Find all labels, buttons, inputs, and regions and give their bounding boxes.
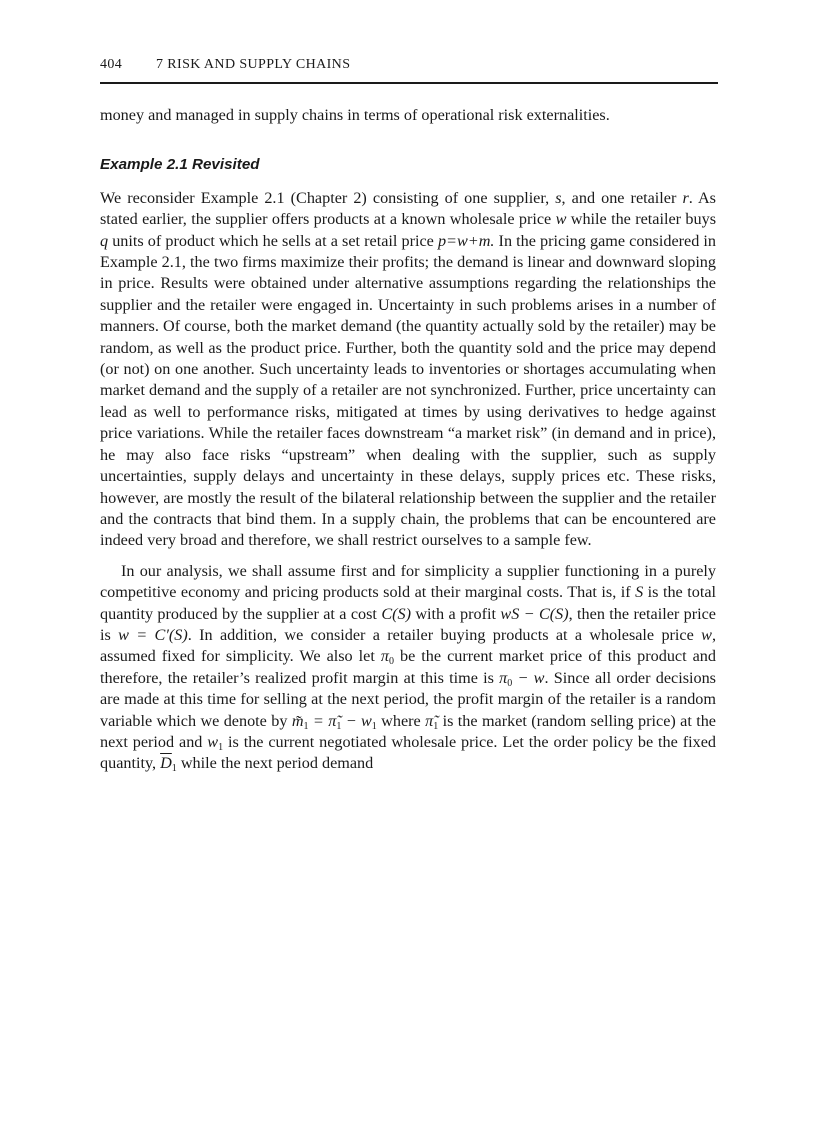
text-run: , assumed fixed for simplicity. We also let [100,625,716,666]
text-run: where [376,711,426,730]
text-run: while the next period demand [176,754,374,773]
section-heading: Example 2.1 Revisited [100,156,260,174]
variable-s: s [555,188,562,207]
subscript: 1 [371,720,377,732]
text-run: is the total quantity produced by the supplier at a cost [100,583,716,623]
expression-minus-w: − w [512,668,545,687]
running-title: 7 RISK AND SUPPLY CHAINS [156,57,351,72]
text-run: is the current negotiated wholesale price. Let the order policy be the fixed quantity, [100,732,716,773]
text-run: . As stated earlier, the supplier offers products at a known wholesale price [100,188,716,229]
expression-minus-w: − w [341,711,372,730]
expression-cost: C(S) [381,604,411,623]
page-body [100,105,716,775]
equation-marginal-price: w = C′(S) [118,625,188,644]
equation-retail-price: p=w+m. [437,231,495,250]
subscript: 1 [171,763,177,775]
text-run: be the current market price of this product and therefore, the retailer’s realized profit margin at this time is [100,647,716,687]
text-run: We reconsider Example 2.1 (Chapter 2) consisting of one supplier, [100,188,556,207]
subscript: 0 [507,677,513,689]
variable-m-tilde: m̃ [291,711,304,730]
variable-r: r [682,188,689,207]
page-number: 404 [100,57,123,72]
expression-pi-tilde: = π̃ [308,711,337,730]
text-run: , and one retailer [561,188,683,207]
paragraph-example-revisited [100,188,716,552]
variable-pi-tilde: π̃ [425,711,434,730]
variable-pi: π [380,647,389,666]
variable-w: w [555,210,567,229]
header-rule [100,82,718,84]
running-header [100,57,718,73]
variable-w: w [701,625,712,644]
subscript: 1 [336,720,342,732]
variable-D-bar: $\overline{D}$ [160,754,172,773]
text-run: , then the retailer price is [100,604,716,644]
variable-q: q [100,231,109,250]
variable-pi: π [499,668,508,687]
text-run: . Since all order decisions are made at this time for selling at the next period, the profit margin of the retailer is a random variable which we denote by [100,668,716,730]
text-run: with a profit [410,604,501,623]
variable-S: S [635,583,644,602]
text-run: is the market (random selling price) at the next period and [100,711,716,751]
text-run: In our analysis, we shall assume first and for simplicity a supplier functioning in a purely competitive economy and pricing products sold at their marginal costs. That is, if [100,561,716,602]
text-run: while the retailer buys [566,210,716,229]
subscript: 1 [218,741,224,753]
subscript: 1 [433,720,439,732]
paragraph-analysis [100,561,716,775]
variable-w: w [207,732,219,751]
text-run: In the pricing game considered in Example 2.1, the two firms maximize their profits; the demand is linear and downward sloping in price. Results were obtained under alternative assumptions regarding the relationships the supplier and the retailer were engaged in. Uncertainty in such problems arises in a number of manners. Of course, both the market demand (the quantity actually sold by the retailer) may be random, as well as the product price. Further, both the quantity sold and the price may depend (or not) on one another. Such uncertainty leads to inventories or shortages accumulating when market demand and the supply of a retailer are not synchronized. Further, price uncertainty can lead as well to performance risks, mitigated at times by using derivatives to hedge against price variations. While the retailer faces downstream “a market risk” (in demand and in price), he may also face risks “upstream” when dealing with the supplier, such as supply uncertainties, supply delays and uncertainty in these delays, supply prices etc. These risks, however, are mostly the result of the bilateral relationship between the supplier and the retailer and the contracts that bind them. In a supply chain, the problems that can be encountered are indeed very broad and therefore, we shall restrict ourselves to a sample few. [100,231,716,550]
subscript: 0 [388,656,394,668]
text-run: units of product which he sells at a set retail price [108,231,438,250]
expression-profit: wS − C(S) [500,604,569,623]
text-run: . In addition, we consider a retailer buying products at a wholesale price [187,625,702,644]
subscript: 1 [303,720,309,732]
intro-paragraph: money and managed in supply chains in terms of operational risk externalities. [100,106,610,124]
